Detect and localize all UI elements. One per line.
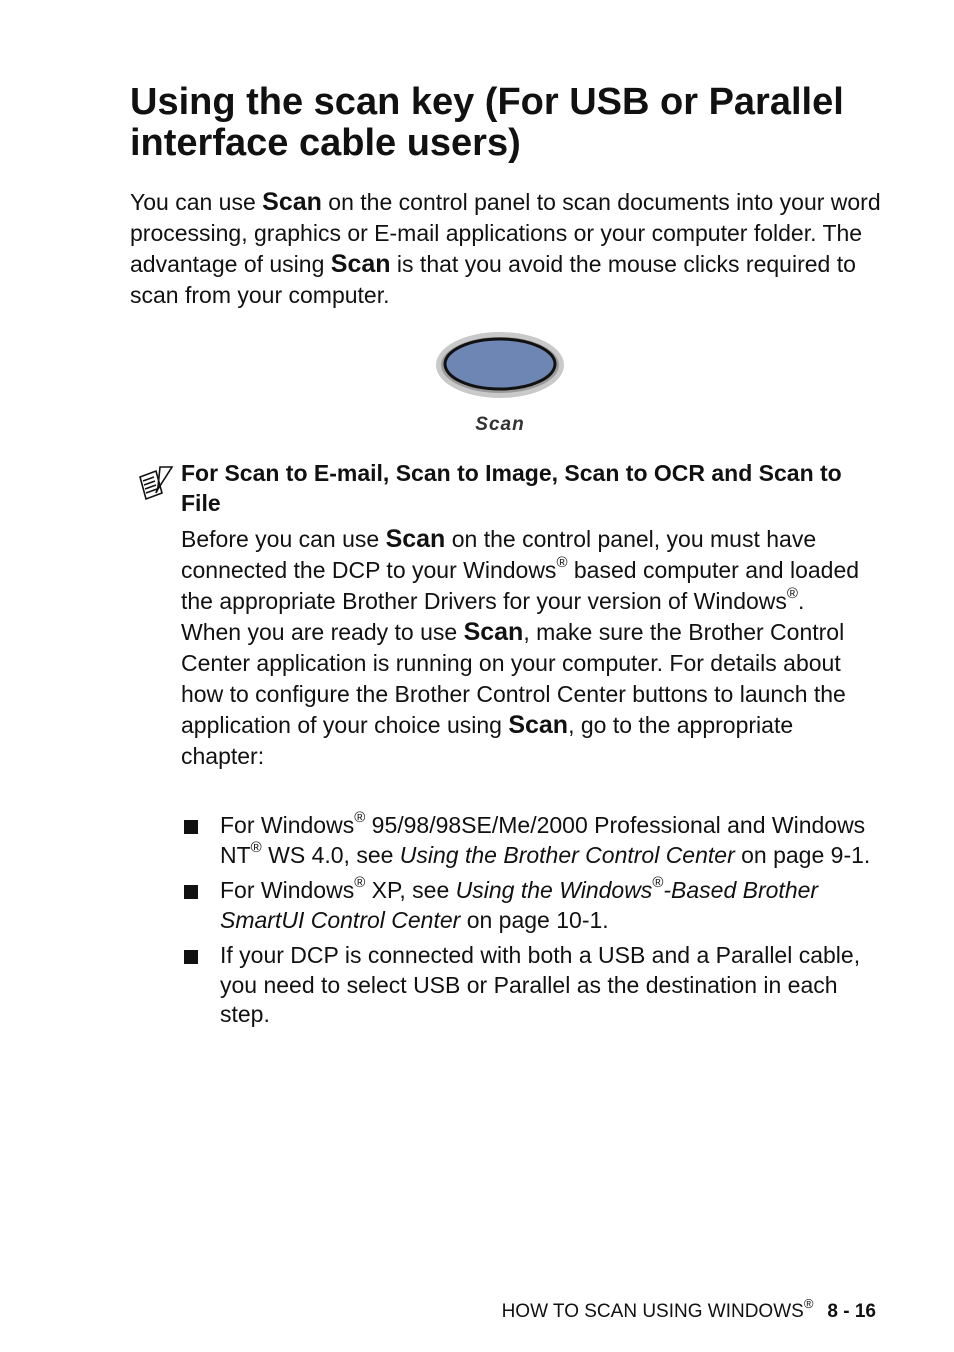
list-item bbox=[181, 876, 881, 935]
bullet-square-icon bbox=[184, 950, 198, 964]
scan-keyword: Scan bbox=[330, 250, 391, 278]
footer-section: HOW TO SCAN USING WINDOWS bbox=[501, 1301, 804, 1322]
note-pencil-icon bbox=[136, 463, 176, 503]
page-footer bbox=[501, 1295, 876, 1324]
bullet-square-icon bbox=[184, 885, 198, 899]
list-item bbox=[181, 811, 881, 870]
scan-keyword: Scan bbox=[385, 525, 446, 553]
registered-mark: ® bbox=[354, 809, 366, 827]
list-text: For Windows bbox=[220, 877, 355, 903]
scan-key-label: Scan bbox=[475, 414, 525, 435]
note-paragraph-control-center bbox=[181, 617, 881, 772]
intro-paragraph bbox=[130, 187, 890, 311]
cross-reference: Using the Windows bbox=[455, 877, 653, 903]
bullet-square-icon bbox=[184, 820, 198, 834]
page-number: 8 - 16 bbox=[827, 1301, 876, 1322]
note-text: , make sure the Brother Control Center application is running on your computer. For details about how to configure the Brother Control Center buttons to launch the application of your choice using bbox=[181, 619, 846, 738]
note-text: When you are ready to use bbox=[181, 619, 464, 645]
registered-mark: ® bbox=[786, 585, 798, 603]
note-text: Before you can use bbox=[181, 526, 386, 552]
page-title: Using the scan key (For USB or Parallel interface cable users) bbox=[130, 81, 844, 164]
list-text: XP, see bbox=[365, 877, 456, 903]
chapter-reference-list bbox=[181, 811, 881, 1036]
list-item bbox=[181, 941, 881, 1030]
cross-reference: Using the Brother Control Center bbox=[399, 841, 735, 868]
scan-key-illustration bbox=[434, 330, 566, 400]
registered-mark: ® bbox=[250, 838, 262, 856]
intro-text: on the control panel to scan documents into your word processing, graphics or E-mail applications or your computer folder. The advantage of using bbox=[130, 189, 881, 277]
intro-text: You can use bbox=[130, 189, 263, 215]
cross-reference: -Based Brother SmartUI Control Center bbox=[220, 877, 819, 933]
list-text: If your DCP is connected with both a USB and a Parallel cable, you need to select USB or Parallel as the destination in each step. bbox=[220, 942, 861, 1027]
list-text: WS 4.0, see bbox=[261, 841, 400, 868]
note-text: . bbox=[797, 588, 805, 614]
intro-text: is that you avoid the mouse clicks required to scan from your computer. bbox=[130, 251, 856, 308]
registered-mark: ® bbox=[556, 554, 568, 572]
note-body bbox=[181, 524, 881, 772]
list-text: For Windows bbox=[220, 812, 355, 838]
list-text: on page 10-1. bbox=[460, 906, 609, 933]
note-text: , go to the appropriate chapter: bbox=[181, 712, 794, 769]
note-paragraph-drivers bbox=[181, 524, 881, 617]
scan-keyword: Scan bbox=[463, 618, 524, 646]
registered-mark: ® bbox=[803, 1295, 814, 1311]
scan-keyword: Scan bbox=[508, 711, 569, 739]
note-title: For Scan to E-mail, Scan to Image, Scan to OCR and Scan to File bbox=[181, 460, 842, 516]
registered-mark: ® bbox=[354, 874, 366, 892]
registered-mark: ® bbox=[652, 874, 664, 892]
list-text: on page 9-1. bbox=[734, 841, 871, 868]
scan-keyword: Scan bbox=[262, 188, 322, 216]
note-text: on the control panel, you must have connected the DCP to your Windows bbox=[181, 526, 817, 583]
list-text: 95/98/98SE/Me/2000 Professional and Windows NT bbox=[220, 812, 866, 868]
note-text: based computer and loaded the appropriate Brother Drivers for your version of Windows bbox=[181, 557, 860, 614]
